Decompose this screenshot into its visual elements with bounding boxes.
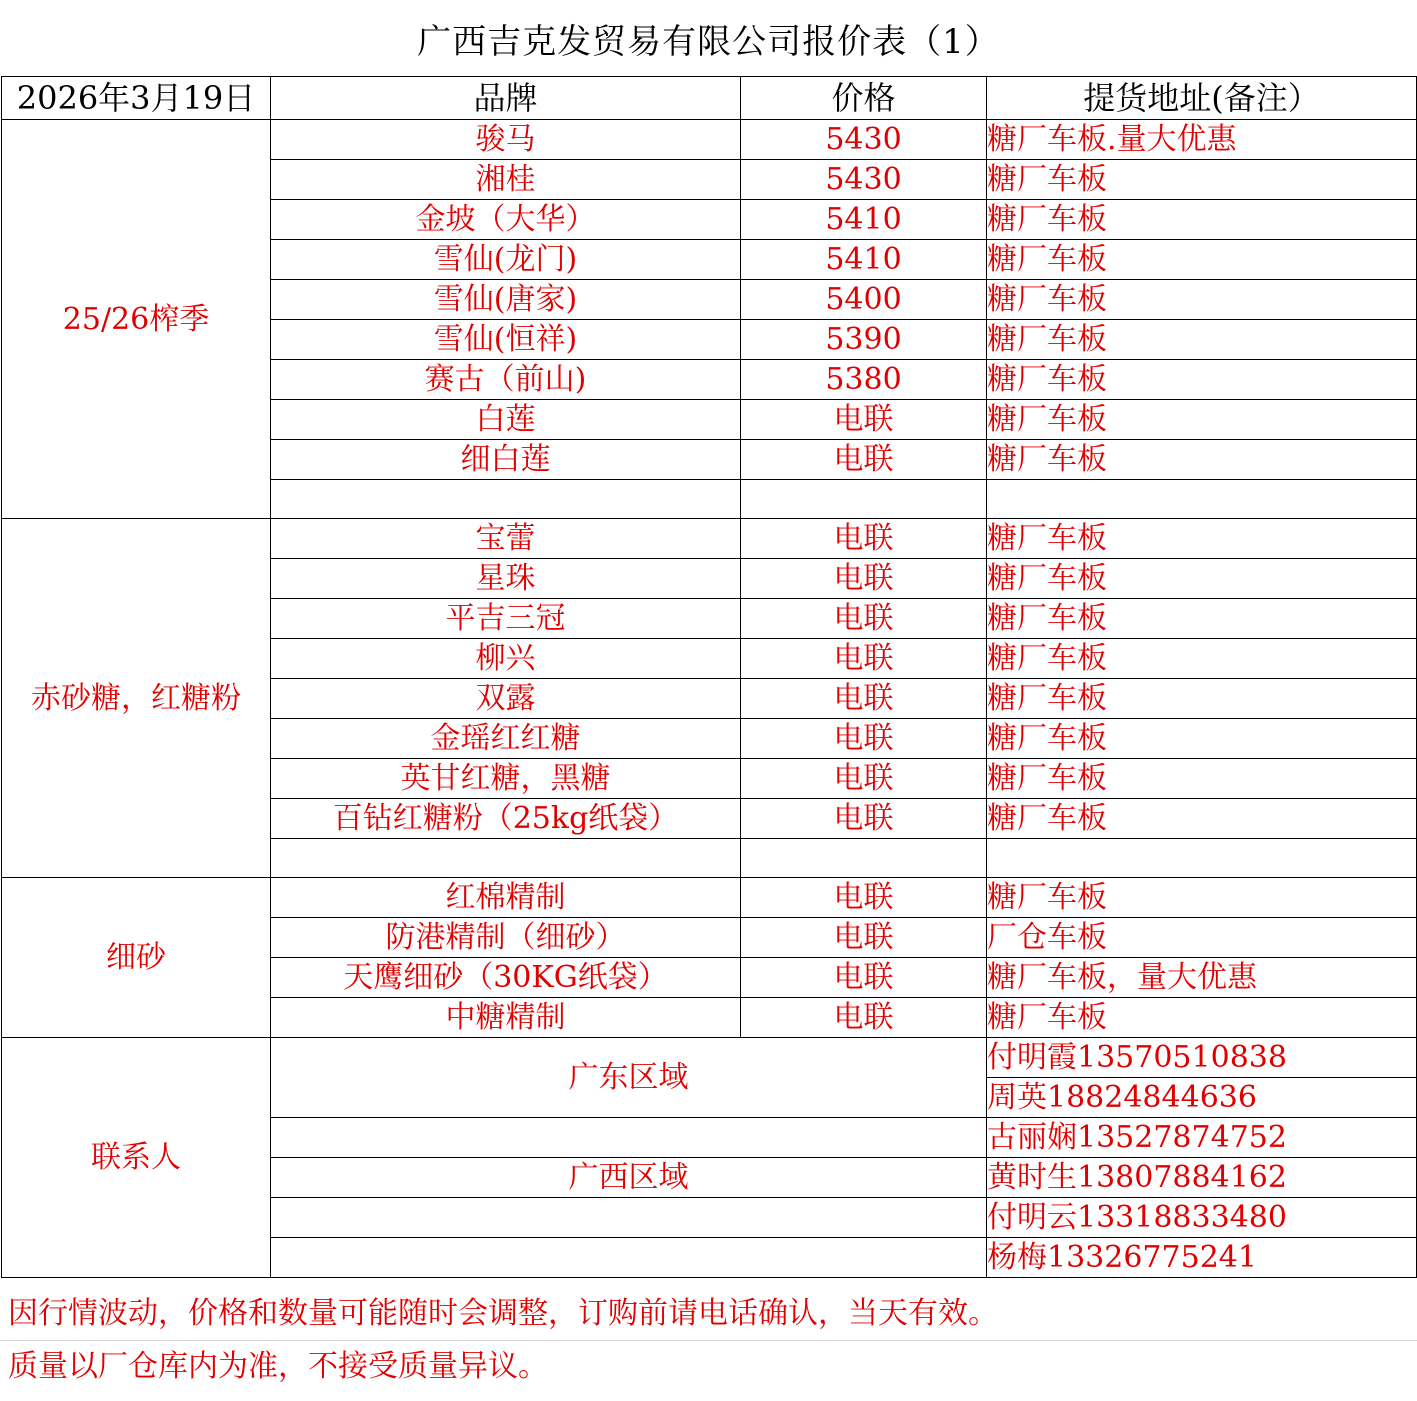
price-cell: 电联 [741,679,987,719]
contact-person: 付明云13318833480 [987,1198,1417,1238]
header-row [2,77,1417,120]
address-cell: 糖厂车板 [987,719,1417,759]
address-cell: 糖厂车板.量大优惠 [987,120,1417,160]
header-date: 2026年3月19日 [2,77,271,120]
contact-person: 付明霞13570510838 [987,1038,1417,1078]
empty-cell [741,839,987,878]
brand-cell: 防港精制（细砂） [271,918,741,958]
address-cell: 糖厂车板 [987,320,1417,360]
brand-cell: 湘桂 [271,160,741,200]
address-cell: 糖厂车板 [987,360,1417,400]
price-cell: 电联 [741,998,987,1038]
brand-cell: 星珠 [271,559,741,599]
address-cell: 糖厂车板 [987,599,1417,639]
price-cell: 电联 [741,519,987,559]
price-cell: 5400 [741,280,987,320]
brand-cell: 雪仙(唐家) [271,280,741,320]
brand-cell: 中糖精制 [271,998,741,1038]
address-cell: 糖厂车板 [987,280,1417,320]
brand-cell: 骏马 [271,120,741,160]
table-row [2,120,1417,160]
price-cell: 5380 [741,360,987,400]
brand-cell: 宝蕾 [271,519,741,559]
header-address: 提货地址(备注） [987,77,1417,120]
address-cell: 糖厂车板 [987,440,1417,480]
brand-cell: 金坡（大华） [271,200,741,240]
contact-person: 黄时生13807884162 [987,1158,1417,1198]
price-cell: 电联 [741,878,987,918]
empty-cell [271,480,741,519]
address-cell: 糖厂车板 [987,160,1417,200]
price-cell: 电联 [741,400,987,440]
category-contact: 联系人 [2,1038,271,1278]
address-cell: 厂仓车板 [987,918,1417,958]
address-cell: 糖厂车板 [987,639,1417,679]
region-guangxi: 广西区域 [271,1158,987,1198]
empty-cell [741,480,987,519]
address-cell: 糖厂车板 [987,559,1417,599]
brand-cell: 英甘红糖，黑糖 [271,759,741,799]
address-cell: 糖厂车板，量大优惠 [987,958,1417,998]
brand-cell: 雪仙(龙门) [271,240,741,280]
brand-cell: 白莲 [271,400,741,440]
price-cell: 电联 [741,559,987,599]
header-brand: 品牌 [271,77,741,120]
table-row [2,878,1417,918]
notice-quality: 质量以厂仓库内为准，不接受质量异议。 [0,1340,1417,1392]
empty-cell [987,839,1417,878]
empty-cell [987,480,1417,519]
address-cell: 糖厂车板 [987,759,1417,799]
brand-cell: 细白莲 [271,440,741,480]
brand-cell: 柳兴 [271,639,741,679]
brand-cell: 赛古（前山) [271,360,741,400]
table-row [2,519,1417,559]
contact-person: 杨梅13326775241 [987,1238,1417,1278]
price-cell: 5390 [741,320,987,360]
empty-cell [271,839,741,878]
price-cell: 电联 [741,440,987,480]
address-cell: 糖厂车板 [987,878,1417,918]
brand-cell: 平吉三冠 [271,599,741,639]
empty-cell [271,1118,987,1158]
price-cell: 5430 [741,160,987,200]
address-cell: 糖厂车板 [987,519,1417,559]
address-cell: 糖厂车板 [987,240,1417,280]
price-cell: 电联 [741,799,987,839]
brand-cell: 百钻红糖粉（25kg纸袋） [271,799,741,839]
category-fine-sugar: 细砂 [2,878,271,1038]
brand-cell: 红棉精制 [271,878,741,918]
brand-cell: 天鹰细砂（30KG纸袋） [271,958,741,998]
notice-price-fluctuation: 因行情波动，价格和数量可能随时会调整，订购前请电话确认，当天有效。 [8,1296,998,1331]
empty-cell [271,1238,987,1278]
category-season: 25/26榨季 [2,120,271,519]
price-cell: 电联 [741,958,987,998]
address-cell: 糖厂车板 [987,200,1417,240]
sheet-title: 广西吉克发贸易有限公司报价表（1） [417,21,1000,62]
header-price: 价格 [741,77,987,120]
price-table [1,76,1417,1278]
brand-cell: 雪仙(恒祥) [271,320,741,360]
price-cell: 电联 [741,918,987,958]
contact-person: 古丽娴13527874752 [987,1118,1417,1158]
brand-cell: 金瑶红红糖 [271,719,741,759]
address-cell: 糖厂车板 [987,998,1417,1038]
price-cell: 电联 [741,759,987,799]
address-cell: 糖厂车板 [987,679,1417,719]
brand-cell: 双露 [271,679,741,719]
price-cell: 5410 [741,200,987,240]
price-cell: 5410 [741,240,987,280]
address-cell: 糖厂车板 [987,400,1417,440]
contact-person: 周英18824844636 [987,1078,1417,1118]
category-brown-sugar: 赤砂糖，红糖粉 [2,519,271,878]
price-cell: 电联 [741,639,987,679]
price-cell: 电联 [741,719,987,759]
price-cell: 5430 [741,120,987,160]
contact-row [2,1038,1417,1078]
empty-cell [271,1198,987,1238]
address-cell: 糖厂车板 [987,799,1417,839]
region-guangdong: 广东区域 [271,1038,987,1118]
price-cell: 电联 [741,599,987,639]
